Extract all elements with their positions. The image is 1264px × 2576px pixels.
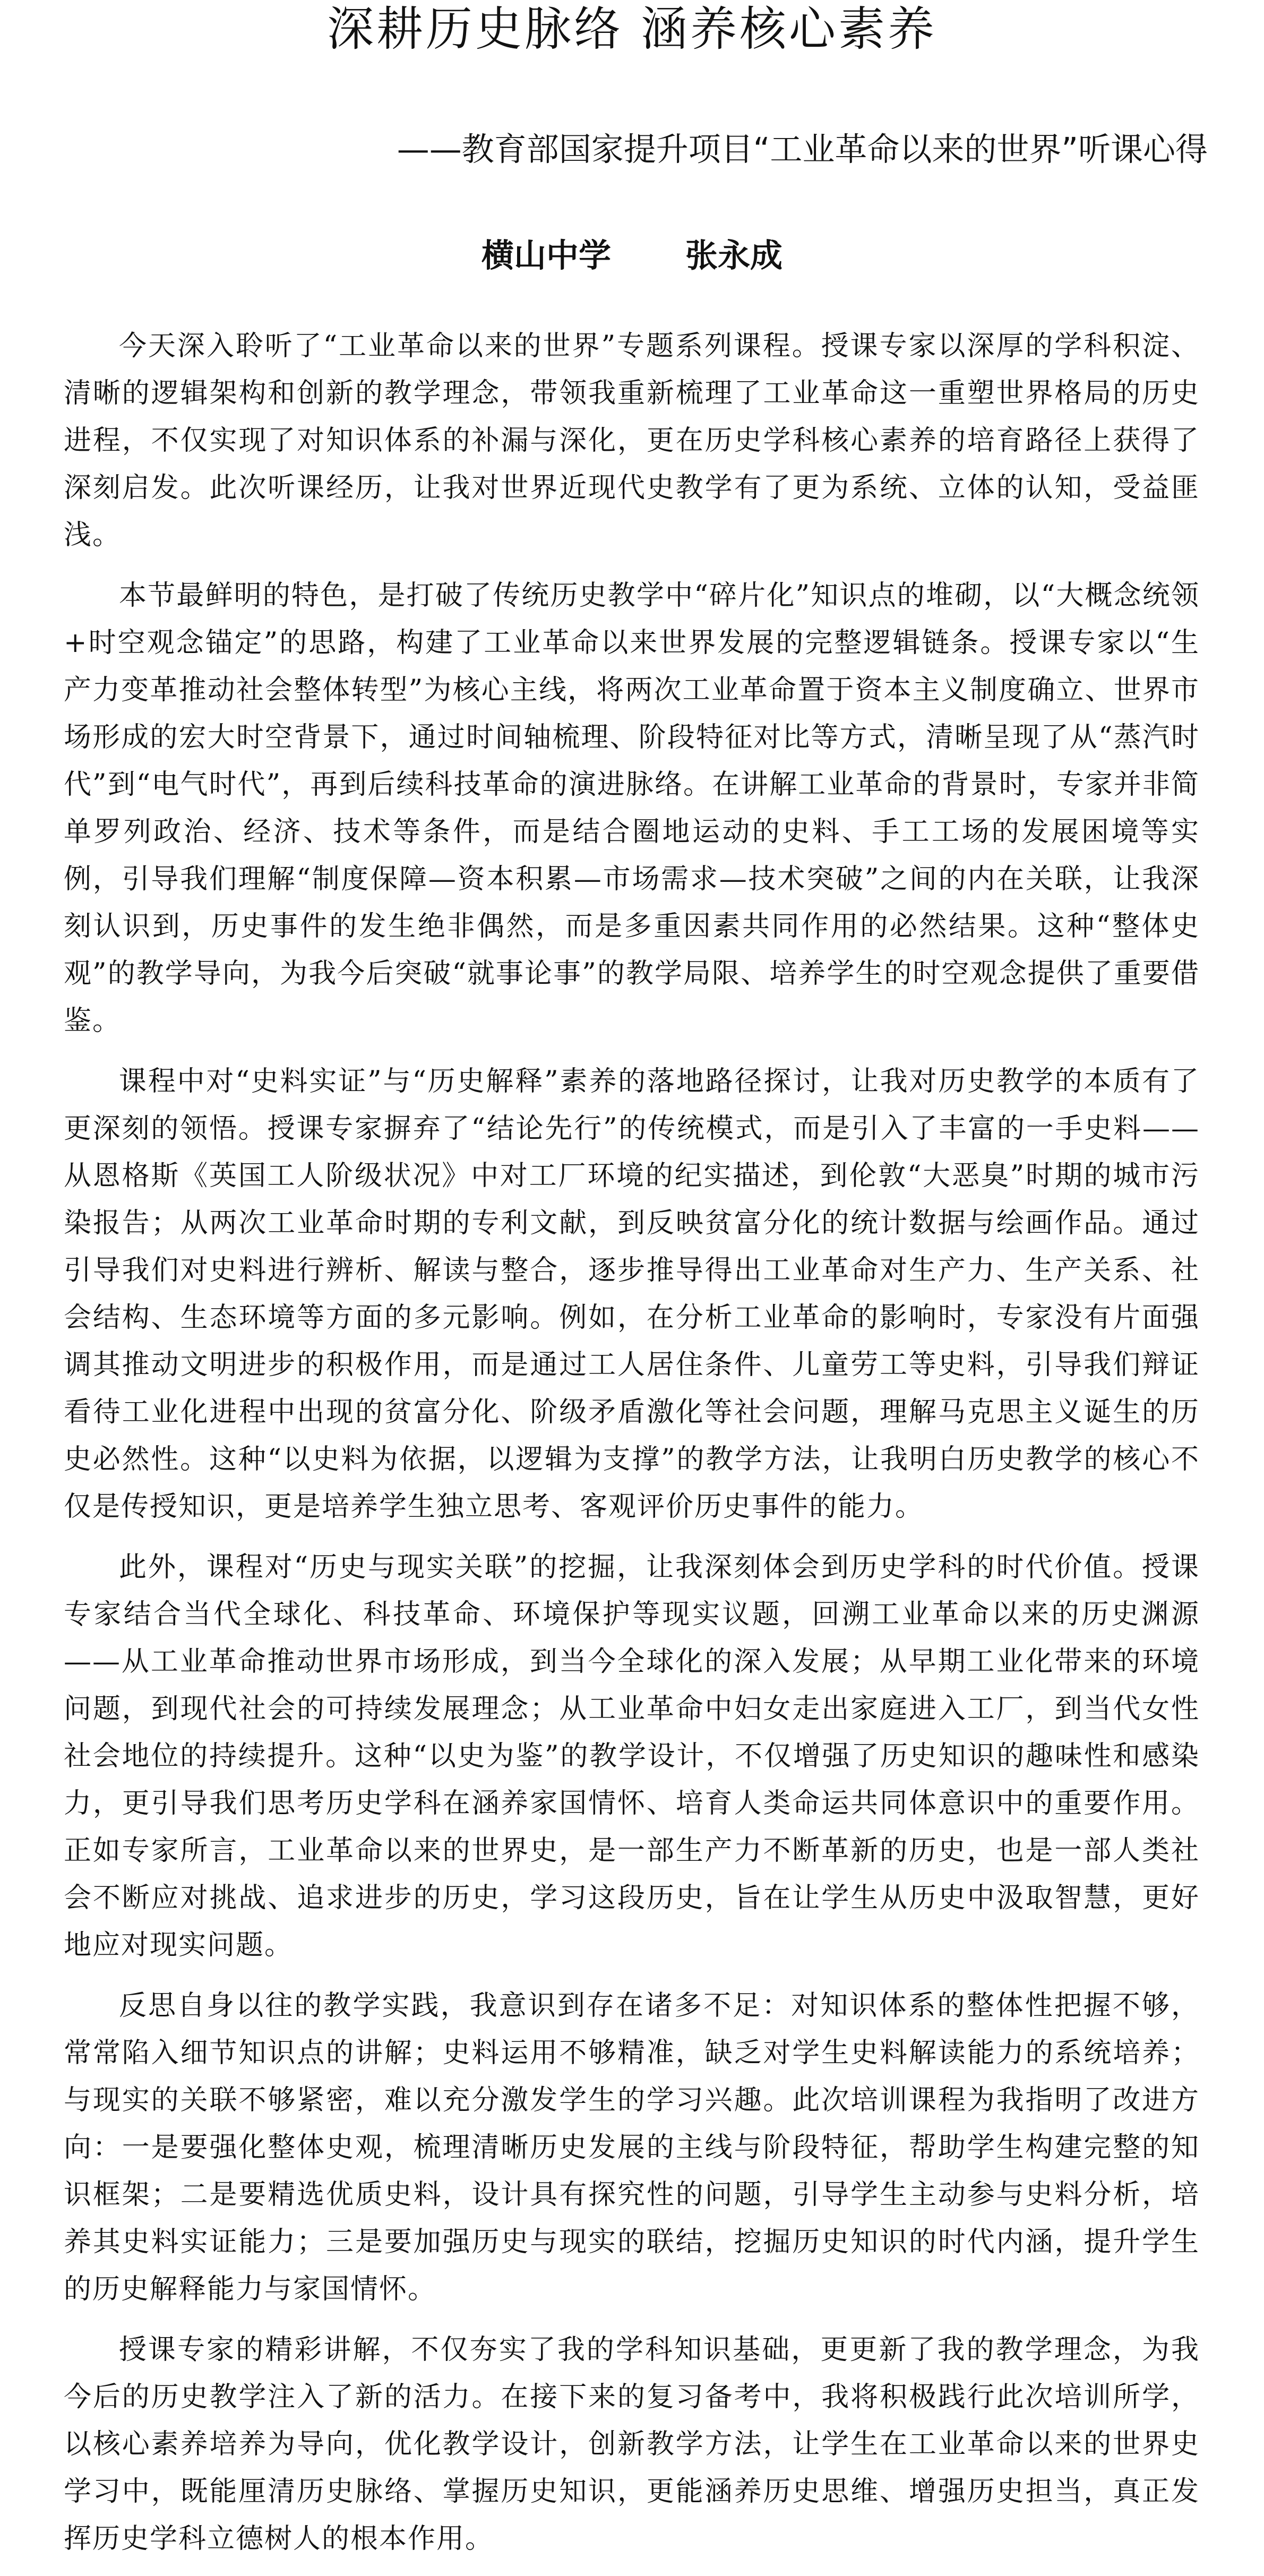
paragraph-1: 今天深入聆听了“工业革命以来的世界”专题系列课程。授课专家以深厚的学科积淀、清晰的逻辑架构和创新的教学理念，带领我重新梳理了工业革命这一重塑世界格局的历史进程，不仅实现了对知识体系的补漏与深化，更在历史学科核心素养的培育路径上获得了深刻启发。此次听课经历，让我对世界近现代史教学有了更为系统、立体的认知，受益匪浅。 [64, 330, 1200, 551]
paragraph-3: 课程中对“史料实证”与“历史解释”素养的落地路径探讨，让我对历史教学的本质有了更深刻的领悟。授课专家摒弃了“结论先行”的传统模式，而是引入了丰富的一手史料——从恩格斯《英国工人阶级状况》中对工厂环境的纪实描述，到伦敦“大恶臭”时期的城市污染报告；从两次工业革命时期的专利文献，到反映贫富分化的统计数据与绘画作品。通过引导我们对史料进行辨析、解读与整合，逐步推导得出工业革命对生产力、生产关系、社会结构、生态环境等方面的多元影响。例如，在分析工业革命的影响时，专家没有片面强调其推动文明进步的积极作用，而是通过工人居住条件、儿童劳工等史料，引导我们辩证看待工业化进程中出现的贫富分化、阶级矛盾激化等社会问题，理解马克思主义诞生的历史必然性。这种“以史料为依据，以逻辑为支撑”的教学方法，让我明白历史教学的核心不仅是传授知识，更是培养学生独立思考、客观评价历史事件的能力。 [64, 1066, 1200, 1523]
paragraph-6: 授课专家的精彩讲解，不仅夯实了我的学科知识基础，更更新了我的教学理念，为我今后的历史教学注入了新的活力。在接下来的复习备考中，我将积极践行此次培训所学，以核心素养培养为导向，优化教学设计，创新教学方法，让学生在工业革命以来的世界史学习中，既能厘清历史脉络、掌握历史知识，更能涵养历史思维、增强历史担当，真正发挥历史学科立德树人的根本作用。 [64, 2334, 1200, 2555]
paragraph-5: 反思自身以往的教学实践，我意识到存在诸多不足：对知识体系的整体性把握不够，常常陷入细节知识点的讲解；史料运用不够精准，缺乏对学生史料解读能力的系统培养；与现实的关联不够紧密，难以充分激发学生的学习兴趣。此次培训课程为我指明了改进方向：一是要强化整体史观，梳理清晰历史发展的主线与阶段特征，帮助学生构建完整的知识框架；二是要精选优质史料，设计具有探究性的问题，引导学生主动参与史料分析，培养其史料实证能力；三是要加强历史与现实的联结，挖掘历史知识的时代内涵，提升学生的历史解释能力与家国情怀。 [64, 1990, 1200, 2305]
byline [0, 229, 1264, 282]
document-subtitle: ——教育部国家提升项目“工业革命以来的世界”听课心得 [397, 131, 1208, 168]
paragraph-2: 本节最鲜明的特色，是打破了传统历史教学中“碎片化”知识点的堆砌，以“大概念统领+时空观念锚定”的思路，构建了工业革命以来世界发展的完整逻辑链条。授课专家以“生产力变革推动社会整体转型”为核心主线，将两次工业革命置于资本主义制度确立、世界市场形成的宏大时空背景下，通过时间轴梳理、阶段特征对比等方式，清晰呈现了从“蒸汽时代”到“电气时代”，再到后续科技革命的演进脉络。在讲解工业革命的背景时，专家并非简单罗列政治、经济、技术等条件，而是结合圈地运动的史料、手工工场的发展困境等实例，引导我们理解“制度保障—资本积累—市场需求—技术突破”之间的内在关联，让我深刻认识到，历史事件的发生绝非偶然，而是多重因素共同作用的必然结果。这种“整体史观”的教学导向，为我今后突破“就事论事”的教学局限、培养学生的时空观念提供了重要借鉴。 [64, 580, 1200, 1037]
school-name: 横山中学 [481, 237, 611, 274]
paragraph-4: 此外，课程对“历史与现实关联”的挖掘，让我深刻体会到历史学科的时代价值。授课专家结合当代全球化、科技革命、环境保护等现实议题，回溯工业革命以来的历史渊源——从工业革命推动世界市场形成，到当今全球化的深入发展；从早期工业化带来的环境问题，到现代社会的可持续发展理念；从工业革命中妇女走出家庭进入工厂，到当代女性社会地位的持续提升。这种“以史为鉴”的教学设计，不仅增强了历史知识的趣味性和感染力，更引导我们思考历史学科在涵养家国情怀、培育人类命运共同体意识中的重要作用。正如专家所言，工业革命以来的世界史，是一部生产力不断革新的历史，也是一部人类社会不断应对挑战、追求进步的历史，学习这段历史，旨在让学生从历史中汲取智慧，更好地应对现实问题。 [64, 1551, 1200, 1961]
author-name: 张永成 [685, 237, 783, 274]
article-body [64, 323, 1200, 2576]
document-title: 深耕历史脉络 涵养核心素养 [327, 2, 937, 56]
